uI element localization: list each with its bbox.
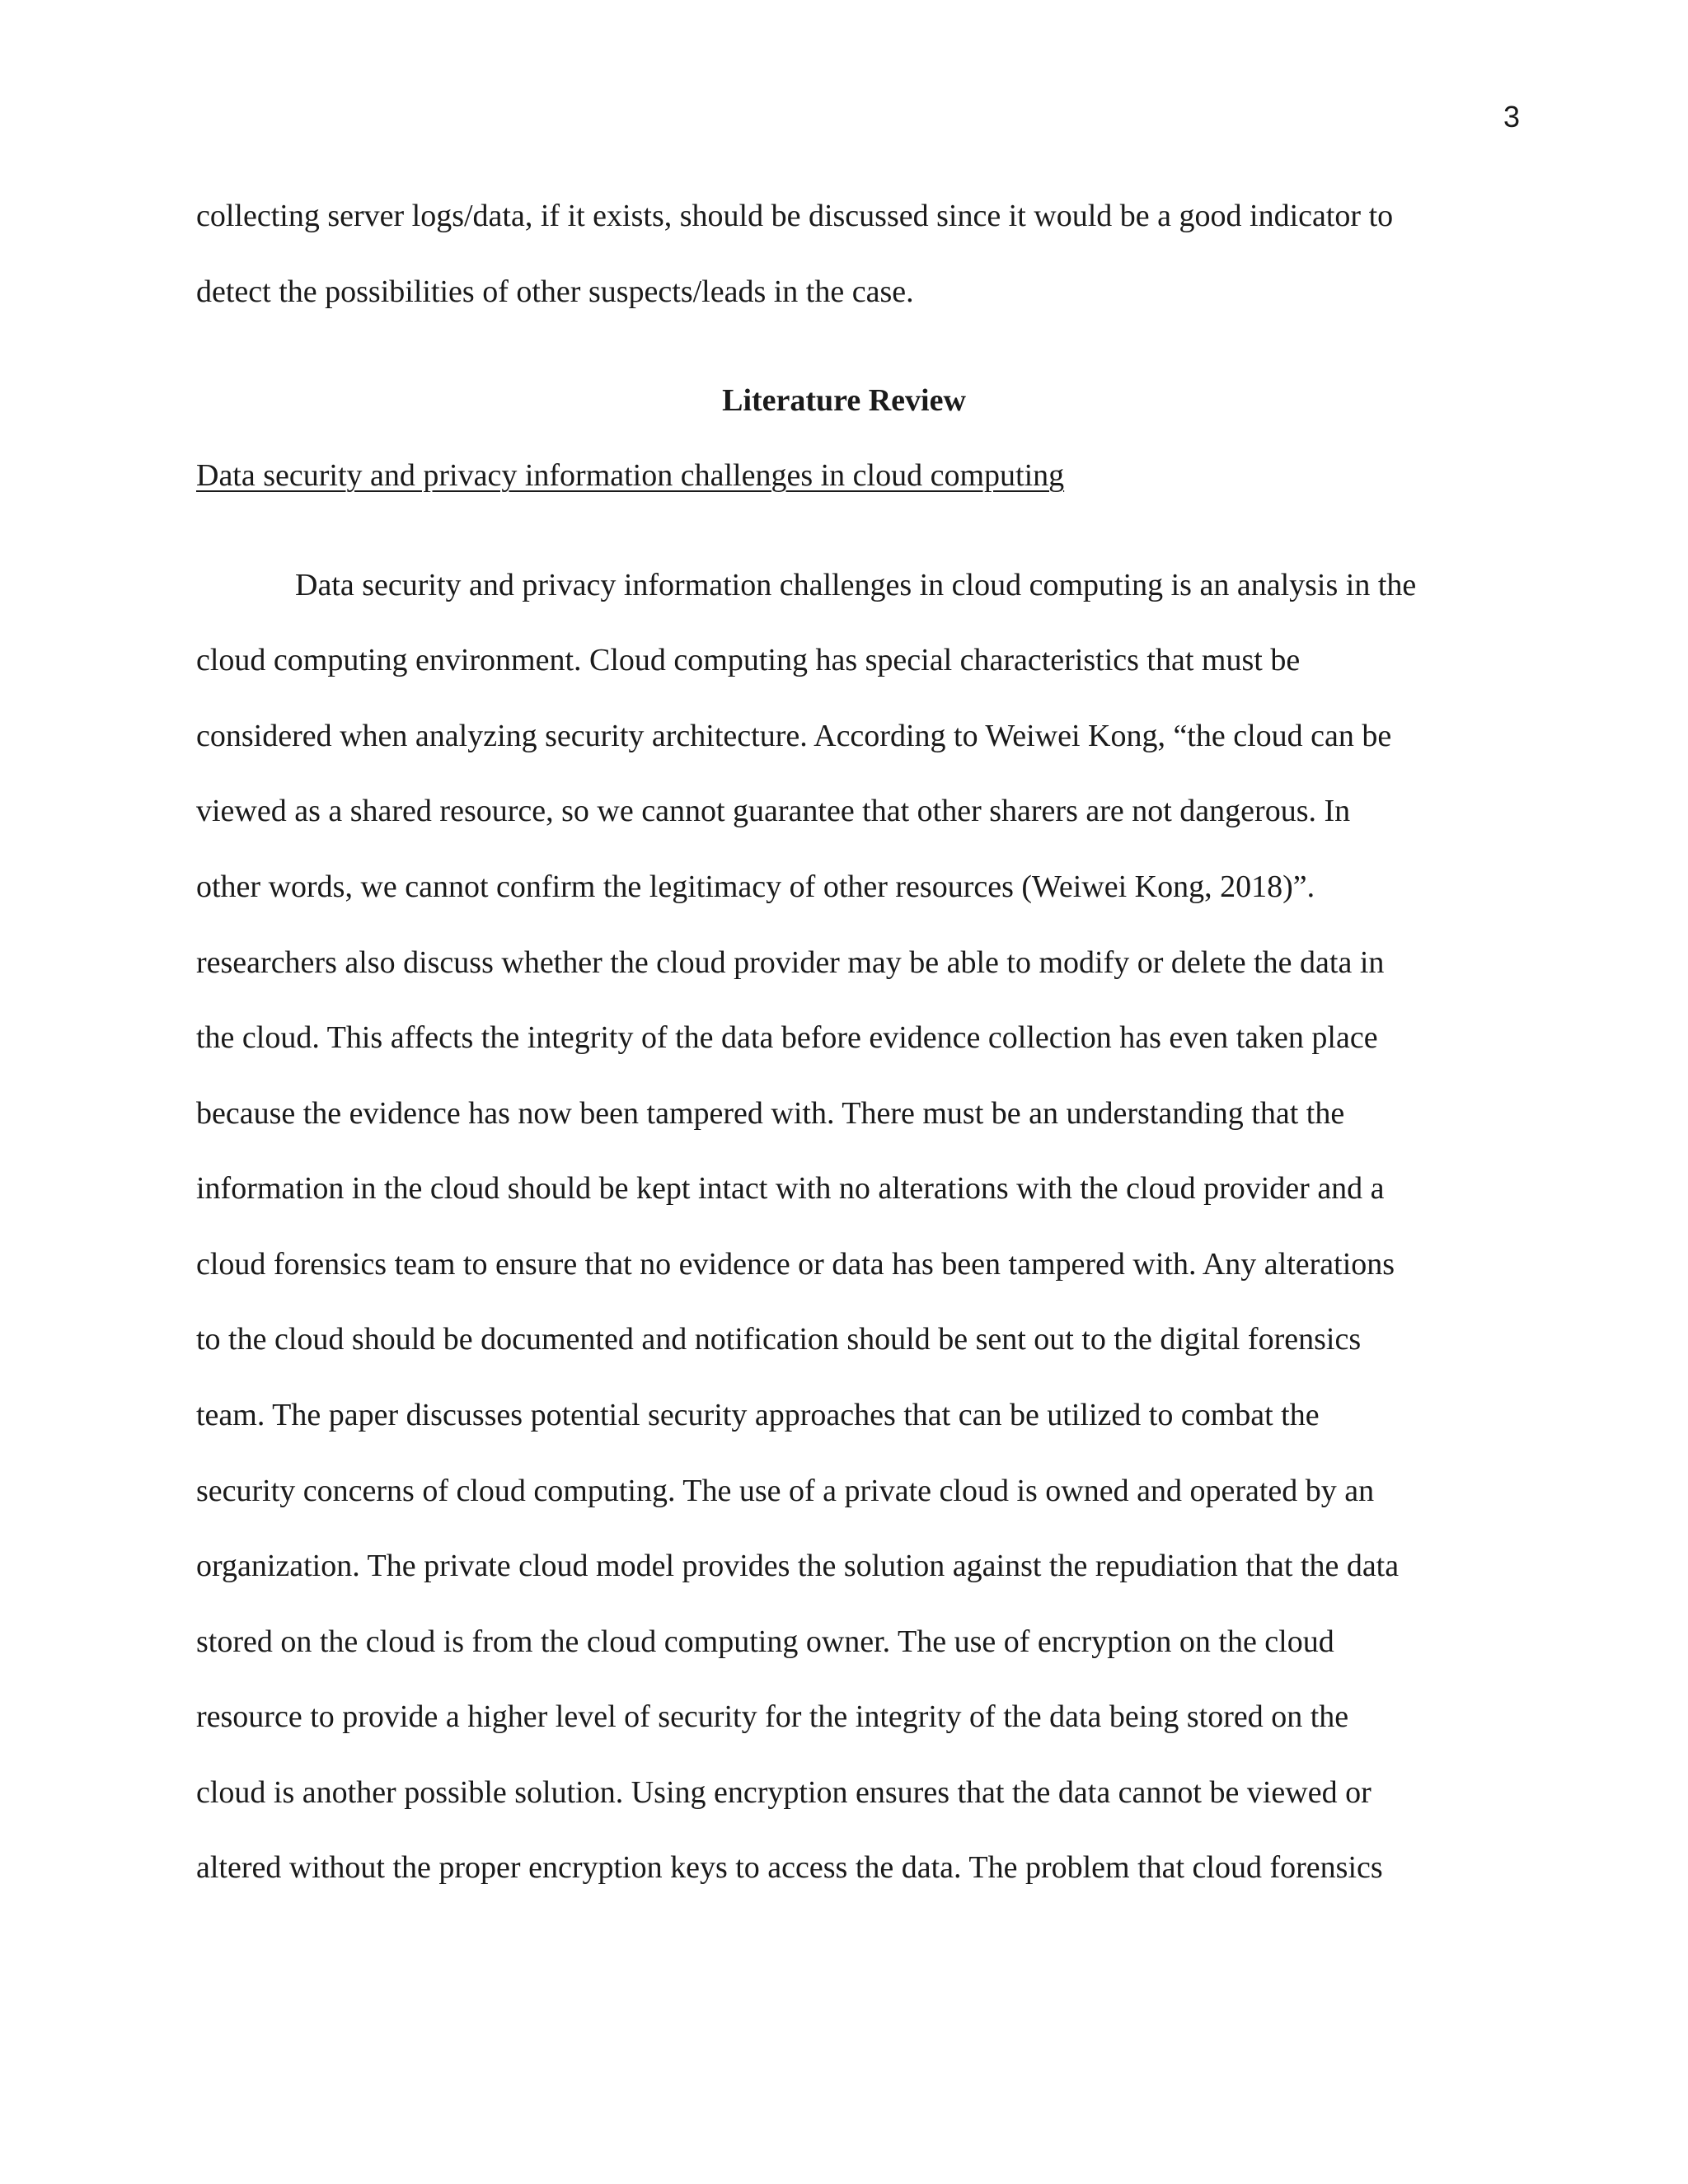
- body-line: other words, we cannot confirm the legitimacy of other resources (Weiwei Kong, 2018)”.: [196, 869, 1315, 904]
- page-number: 3: [1503, 100, 1520, 134]
- subsection-heading: Data security and privacy information challenges in cloud computing: [196, 458, 1065, 493]
- body-line: resource to provide a higher level of security for the integrity of the data being stored on the: [196, 1699, 1349, 1734]
- body-line: organization. The private cloud model provides the solution against the repudiation that the data: [196, 1549, 1400, 1583]
- body-line-indented: Data security and privacy information challenges in cloud computing is an analysis in the: [295, 568, 1417, 602]
- body-line: altered without the proper encryption keys to access the data. The problem that cloud forensics: [196, 1850, 1383, 1885]
- body-line: security concerns of cloud computing. The use of a private cloud is owned and operated by an: [196, 1474, 1375, 1508]
- body-line: cloud computing environment. Cloud computing has special characteristics that must be: [196, 643, 1301, 677]
- body-line: team. The paper discusses potential security approaches that can be utilized to combat the: [196, 1398, 1320, 1432]
- intro-line: detect the possibilities of other suspects/leads in the case.: [196, 274, 914, 309]
- body-line: cloud forensics team to ensure that no evidence or data has been tampered with. Any alterations: [196, 1247, 1395, 1282]
- section-heading: Literature Review: [722, 383, 966, 418]
- body-line: because the evidence has now been tampered with. There must be an understanding that the: [196, 1096, 1345, 1131]
- body-line: information in the cloud should be kept intact with no alterations with the cloud provider and a: [196, 1171, 1385, 1206]
- body-line: viewed as a shared resource, so we cannot guarantee that other sharers are not dangerous. In: [196, 794, 1351, 828]
- body-line: researchers also discuss whether the cloud provider may be able to modify or delete the data in: [196, 945, 1385, 980]
- body-line: stored on the cloud is from the cloud computing owner. The use of encryption on the cloud: [196, 1624, 1334, 1659]
- body-line: to the cloud should be documented and notification should be sent out to the digital forensics: [196, 1322, 1362, 1357]
- body-line: considered when analyzing security architecture. According to Weiwei Kong, “the cloud can be: [196, 719, 1392, 753]
- body-line: the cloud. This affects the integrity of the data before evidence collection has even taken place: [196, 1020, 1378, 1055]
- intro-line: collecting server logs/data, if it exists, should be discussed since it would be a good indicator to: [196, 199, 1394, 233]
- body-line: cloud is another possible solution. Using encryption ensures that the data cannot be viewed or: [196, 1775, 1372, 1810]
